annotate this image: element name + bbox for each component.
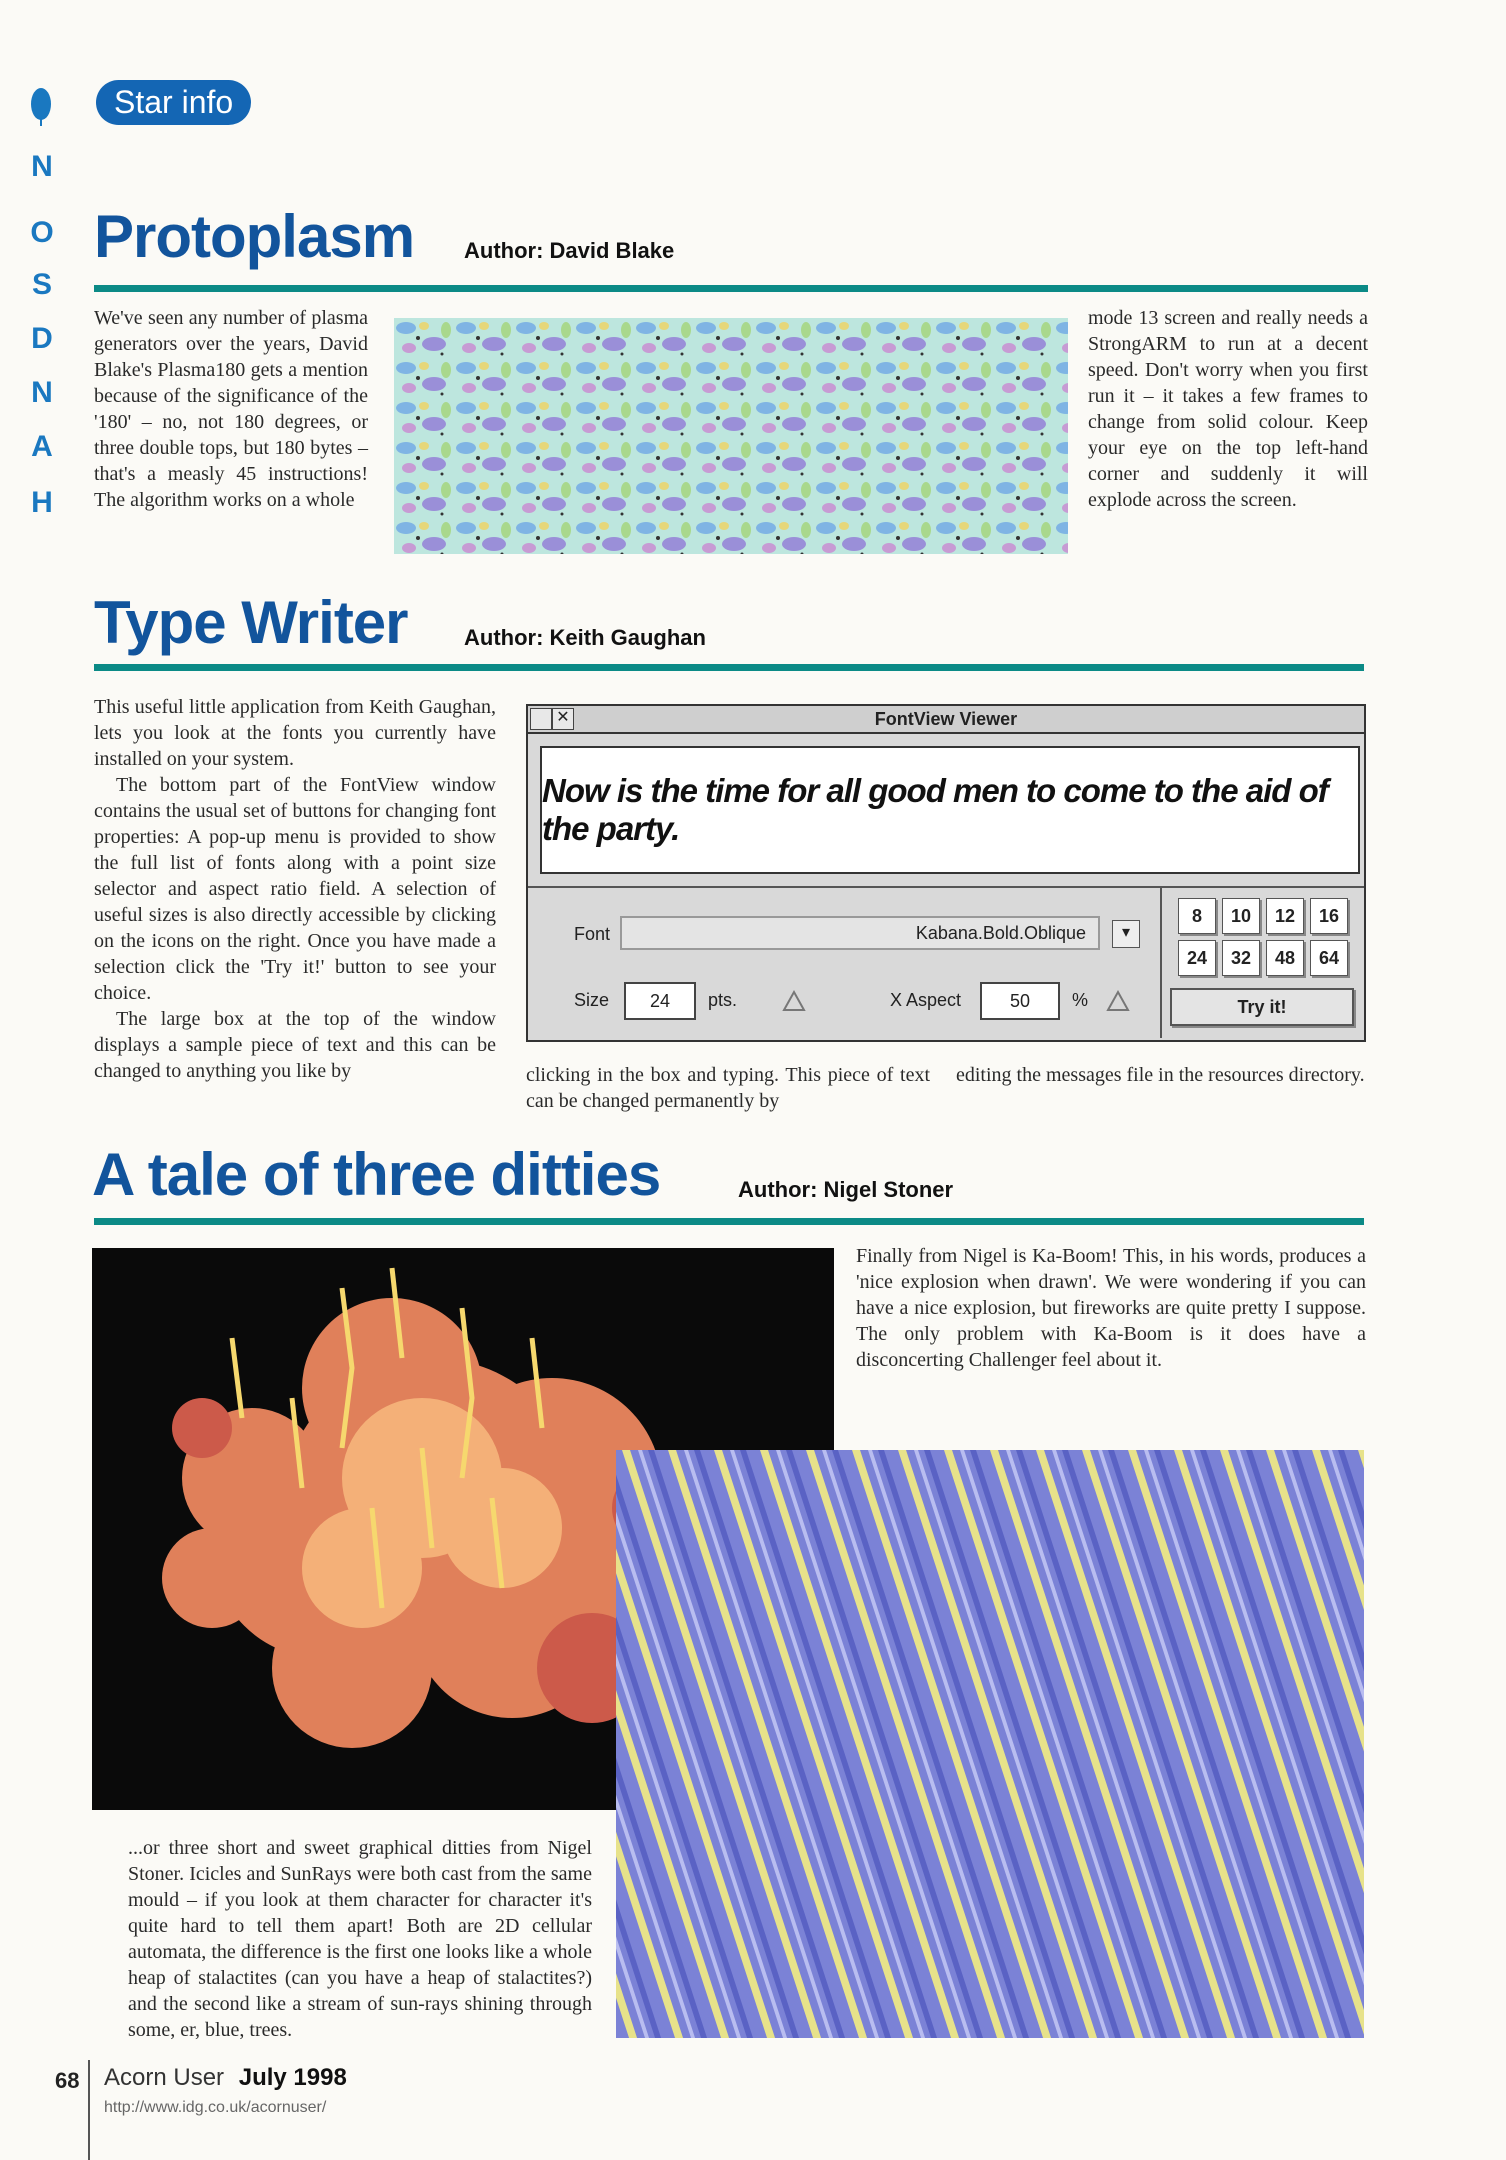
aspect-adjust-icon[interactable] xyxy=(1102,988,1134,1012)
typewriter-paragraph: This useful little application from Keith Gaughan, lets you look at the fonts you currently have installed on your system. xyxy=(94,696,496,770)
typewriter-paragraph: The bottom part of the FontView window contains the usual set of buttons for changing font properties: A pop-up menu is provided to show the full list of fonts along with a point size selector and aspect ratio field. A selection of useful sizes is also directly accessible by clicking on the icons on the right. Once you have made a selection click the 'Try it!' button to see your choice. xyxy=(94,774,496,1004)
size-adjust-icon[interactable] xyxy=(778,988,810,1012)
footer-divider xyxy=(88,2060,90,2160)
section-tab: Star info xyxy=(96,80,251,125)
ditties-text-right: Finally from Nigel is Ka-Boom! This, in his words, produces a 'nice explosion when drawn'. We were wondering if you can have a nice explosion, but fireworks are quite pretty I suppose. The only problem with Ka-Boom is it does have a disconcerting Challenger feel about it. xyxy=(856,1245,1366,1371)
size-button[interactable]: 10 xyxy=(1222,898,1260,934)
section-rule xyxy=(94,664,1364,671)
plasma-image xyxy=(394,318,1068,554)
fontview-titlebar[interactable] xyxy=(528,706,1364,734)
side-letter: O xyxy=(30,216,54,249)
page-number: 68 xyxy=(55,2068,80,2093)
font-label: Font xyxy=(574,924,611,944)
protoplasm-author: Author: David Blake xyxy=(464,238,675,263)
sunrays-image xyxy=(616,1450,1364,2038)
try-it-button[interactable]: Try it! xyxy=(1170,988,1354,1026)
typewriter-title: Type Writer xyxy=(94,589,408,656)
size-field[interactable]: 24 xyxy=(624,982,696,1020)
protoplasm-title: Protoplasm xyxy=(94,203,415,270)
protoplasm-text-col2: mode 13 screen and really needs a StrongARM to run at a decent speed. Don't worry when you first run it – it takes a few frames to change from solid colour. Keep your eye on the top left-hand corner and suddenly it will explode across the screen. xyxy=(1088,307,1368,511)
font-menu-icon[interactable]: ▾ xyxy=(1112,920,1140,948)
aspect-field[interactable]: 50 xyxy=(980,982,1060,1020)
side-letter: N xyxy=(31,376,53,409)
side-letter: H xyxy=(31,486,53,519)
pts-label: pts. xyxy=(708,990,738,1010)
side-logo-icon xyxy=(30,86,52,126)
divider xyxy=(1160,888,1162,1038)
typewriter-paragraph: The large box at the top of the window displays a sample piece of text and this can be changed to anything you like by xyxy=(94,1008,496,1082)
back-icon[interactable] xyxy=(530,708,552,730)
size-button[interactable]: 64 xyxy=(1310,940,1348,976)
sample-text-box[interactable]: Now is the time for all good men to come to the aid of the party. xyxy=(540,746,1360,874)
size-button[interactable]: 12 xyxy=(1266,898,1304,934)
typewriter-text-col1 xyxy=(94,694,496,1084)
fontview-window xyxy=(526,704,1366,1042)
ditties-title: A tale of three ditties xyxy=(92,1141,661,1208)
footer-url[interactable]: http://www.idg.co.uk/acornuser/ xyxy=(104,2099,327,2116)
divider xyxy=(528,886,1364,888)
aspect-label: X Aspect xyxy=(890,990,962,1010)
font-field[interactable]: Kabana.Bold.Oblique xyxy=(620,916,1100,950)
size-button[interactable]: 32 xyxy=(1222,940,1260,976)
protoplasm-text-col1: We've seen any number of plasma generators over the years, David Blake's Plasma180 gets a mention because of the significance of the '180' – no, not 180 degrees, or three double tops, but 180 bytes – that's a measly 45 instructions! The algorithm works on a whole xyxy=(94,307,368,511)
percent-label: % xyxy=(1072,990,1089,1010)
size-button[interactable]: 24 xyxy=(1178,940,1216,976)
side-letter: N xyxy=(31,150,53,183)
side-letter: S xyxy=(31,268,52,301)
side-letter: D xyxy=(31,322,53,355)
size-button[interactable]: 8 xyxy=(1178,898,1216,934)
typewriter-author: Author: Keith Gaughan xyxy=(464,625,706,650)
size-button[interactable]: 16 xyxy=(1310,898,1348,934)
section-rule xyxy=(94,1218,1364,1225)
side-letter: A xyxy=(31,430,53,463)
typewriter-text-col2: clicking in the box and typing. This piece of text can be changed permanently by xyxy=(526,1064,930,1112)
footer-magazine xyxy=(104,2064,347,2092)
close-icon[interactable]: ✕ xyxy=(552,708,574,730)
ditties-text-left: ...or three short and sweet graphical ditties from Nigel Stoner. Icicles and SunRays were both cast from the same mould – if you look at them character for character it's quite hard to tell them apart! Both are 2D cellular automata, the difference is the first one looks like a whole heap of stalactites (can you have a heap of stalactites?) and the second like a stream of sun-rays shining through some, er, blue, trees. xyxy=(128,1837,592,2041)
fontview-title: FontView Viewer xyxy=(874,709,1018,729)
typewriter-text-col3: editing the messages file in the resources directory. xyxy=(956,1064,1365,1086)
section-rule xyxy=(94,285,1368,292)
size-label: Size xyxy=(574,990,610,1010)
issue-date: July 1998 xyxy=(238,2064,347,2091)
magazine-name: Acorn User xyxy=(104,2064,225,2091)
ditties-author: Author: Nigel Stoner xyxy=(738,1177,954,1202)
size-button[interactable]: 48 xyxy=(1266,940,1304,976)
